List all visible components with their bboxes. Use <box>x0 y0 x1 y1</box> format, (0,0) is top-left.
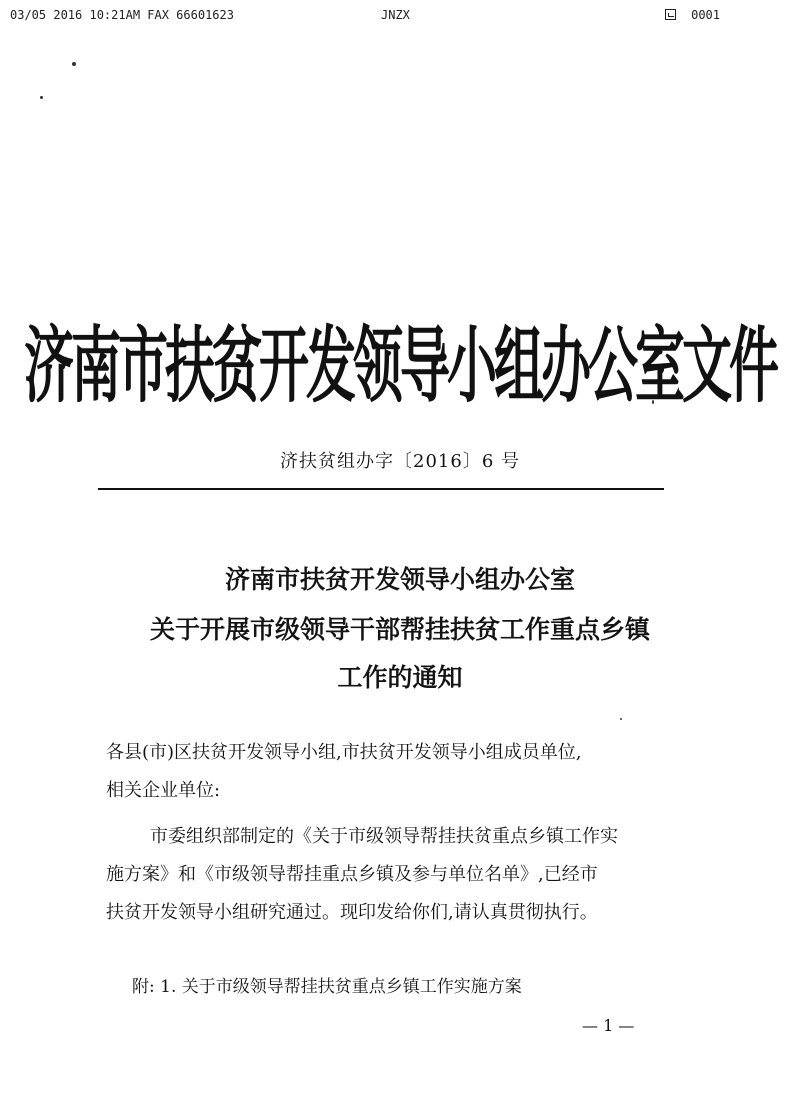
notice-title-line-3: 工作的通知 <box>337 663 463 692</box>
document-number: 济扶贫组办字〔2016〕6 号 <box>280 451 520 472</box>
recipients-line-1: 各县(市)区扶贫开发领导小组,市扶贫开发领导小组成员单位, <box>106 742 582 763</box>
page-number: — 1 — <box>582 1016 635 1035</box>
scan-speck <box>72 62 76 66</box>
fax-sender-code: JNZX <box>381 8 410 22</box>
body-line-3: 扶贫开发领导小组研究通过。现印发给你们,请认真贯彻执行。 <box>106 902 598 923</box>
scan-speck <box>40 96 43 99</box>
fax-header-info: 03/05 2016 10:21AM FAX 66601623 <box>10 8 234 22</box>
notice-title-line-2: 关于开展市级领导干部帮挂扶贫工作重点乡镇 <box>149 615 651 644</box>
notice-title-line-1: 济南市扶贫开发领导小组办公室 <box>224 565 576 594</box>
attachment-line: 附: 1. 关于市级领导帮挂扶贫重点乡镇工作实施方案 <box>132 977 522 997</box>
recipients-line-2: 相关企业单位: <box>106 780 221 801</box>
header-divider <box>98 488 664 490</box>
body-line-1: 市委组织部制定的《关于市级领导帮挂扶贫重点乡镇工作实 <box>150 826 618 847</box>
fax-page-number: 0001 <box>691 8 720 22</box>
scan-speck <box>620 718 622 720</box>
document-header-title: 济南市扶贫开发领导小组办公室文件 <box>24 318 776 414</box>
fax-page-icon <box>665 9 676 20</box>
body-line-2: 施方案》和《市级领导帮挂重点乡镇及参与单位名单》,已经市 <box>106 864 598 885</box>
